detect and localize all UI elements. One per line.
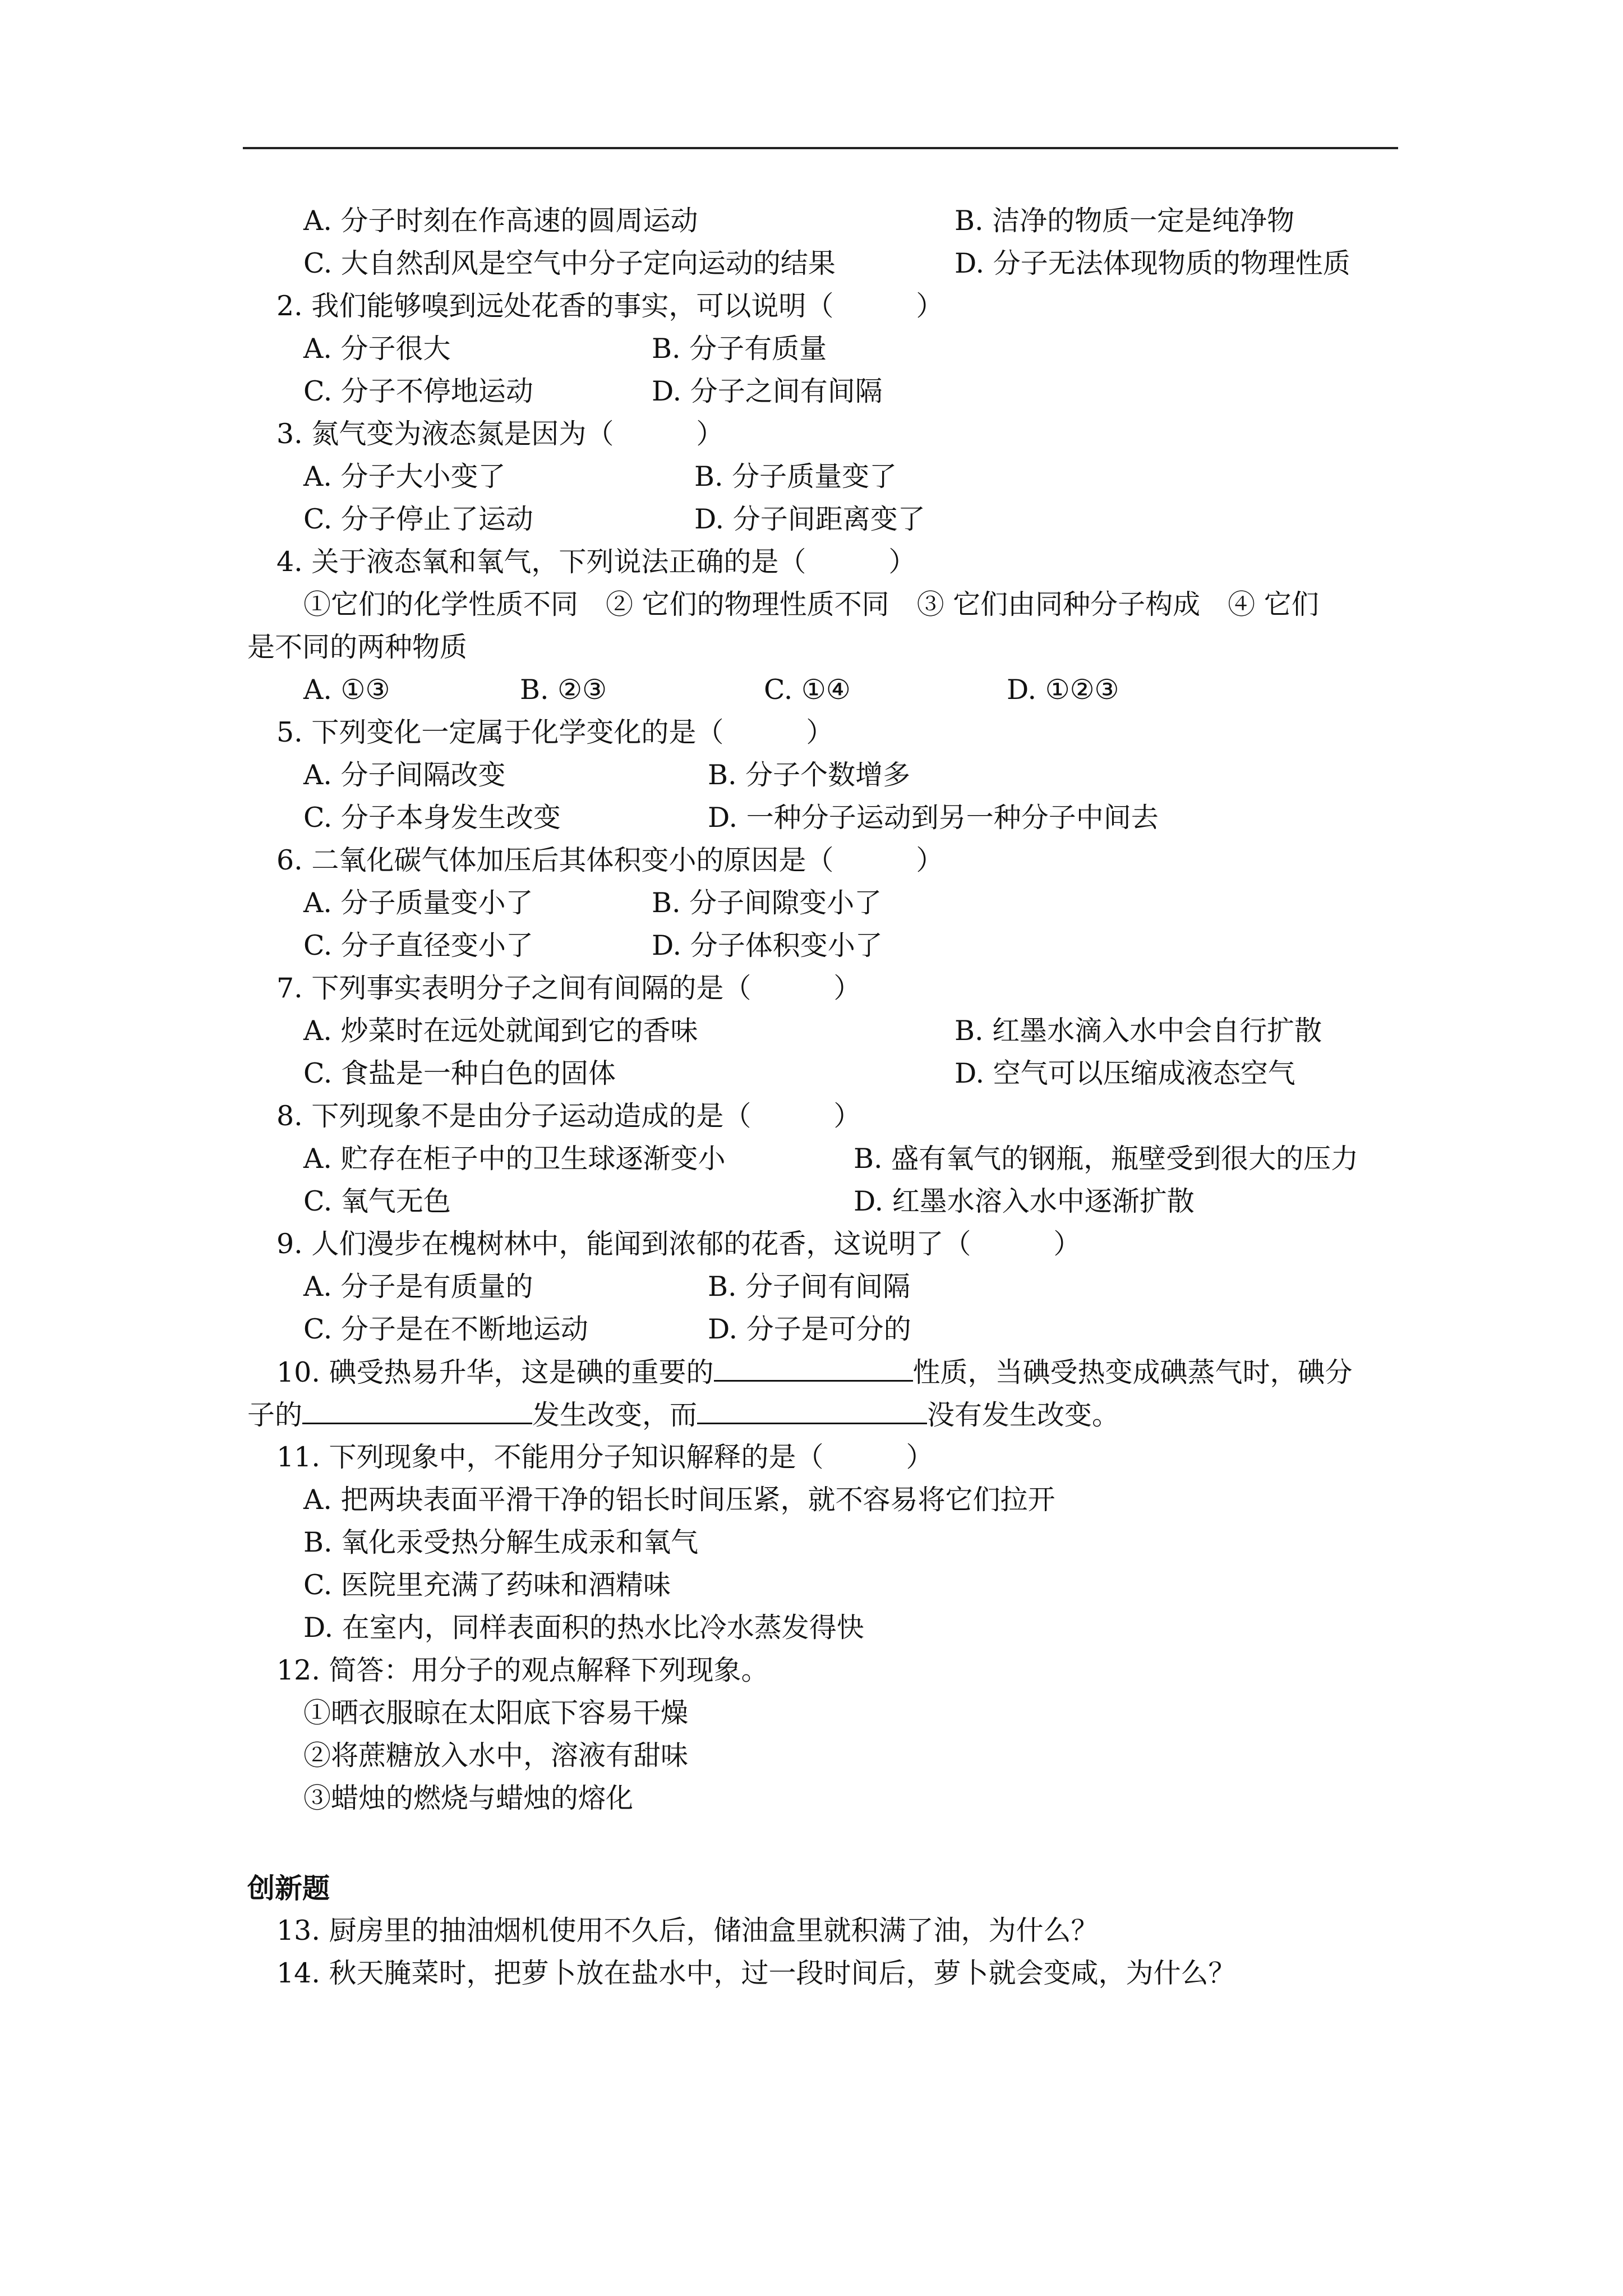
q2-option-a: A. 分子很大 — [303, 333, 451, 365]
q8-option-b: B. 盛有氧气的钢瓶，瓶壁受到很大的压力 — [854, 1143, 1359, 1175]
q10-blank-2[interactable] — [302, 1398, 532, 1424]
q6-option-a: A. 分子质量变小了 — [303, 887, 533, 919]
q1-option-d: D. 分子无法体现物质的物理性质 — [955, 247, 1350, 279]
q11-option-b: B. 氧化汞受热分解生成汞和氧气 — [303, 1526, 699, 1558]
q12-stem: 12. 简答：用分子的观点解释下列现象。 — [276, 1654, 769, 1686]
q8-stem: 8. 下列现象不是由分子运动造成的是（ ） — [276, 1100, 861, 1132]
q7-option-d: D. 空气可以压缩成液态空气 — [955, 1057, 1295, 1089]
q3-option-a: A. 分子大小变了 — [303, 461, 506, 493]
header-rule — [243, 147, 1398, 149]
q10-text-1: 10. 碘受热易升华，这是碘的重要的 — [276, 1356, 714, 1388]
q5-option-a: A. 分子间隔改变 — [303, 759, 506, 791]
q3-option-c: C. 分子停止了运动 — [303, 503, 533, 535]
q14-stem: 14. 秋天腌菜时，把萝卜放在盐水中，过一段时间后，萝卜就会变咸，为什么？ — [276, 1957, 1236, 1989]
q11-option-c: C. 医院里充满了药味和酒精味 — [303, 1569, 671, 1601]
q9-option-a: A. 分子是有质量的 — [303, 1271, 533, 1303]
q4-option-b: B. ②③ — [520, 674, 607, 706]
q9-option-b: B. 分子间有间隔 — [708, 1271, 911, 1303]
q4-stem: 4. 关于液态氧和氧气，下列说法正确的是（ ） — [276, 546, 916, 578]
q10-text-4: 发生改变，而 — [532, 1399, 698, 1431]
q8-option-c: C. 氧气无色 — [303, 1185, 451, 1217]
q10-text-5: 没有发生改变。 — [927, 1399, 1120, 1431]
q11-option-a: A. 把两块表面平滑干净的铝长时间压紧，就不容易将它们拉开 — [303, 1484, 1055, 1516]
q10-blank-3[interactable] — [697, 1398, 927, 1424]
q9-option-d: D. 分子是可分的 — [708, 1313, 911, 1345]
q5-option-c: C. 分子本身发生改变 — [303, 802, 561, 834]
q11-option-d: D. 在室内，同样表面积的热水比冷水蒸发得快 — [303, 1612, 864, 1644]
q8-option-a: A. 贮存在柜子中的卫生球逐渐变小 — [303, 1143, 726, 1175]
q7-option-b: B. 红墨水滴入水中会自行扩散 — [955, 1015, 1322, 1047]
q7-option-a: A. 炒菜时在远处就闻到它的香味 — [303, 1015, 698, 1047]
q2-option-d: D. 分子之间有间隔 — [652, 375, 883, 407]
q4-option-d: D. ①②③ — [1007, 674, 1119, 706]
q4-option-a: A. ①③ — [303, 674, 390, 706]
q1-option-b: B. 洁净的物质一定是纯净物 — [955, 205, 1295, 237]
q9-option-c: C. 分子是在不断地运动 — [303, 1313, 588, 1345]
q10-line2 — [247, 1398, 1119, 1432]
q2-option-b: B. 分子有质量 — [652, 333, 827, 365]
q11-stem: 11. 下列现象中，不能用分子知识解释的是（ ） — [276, 1441, 934, 1473]
q7-option-c: C. 食盐是一种白色的固体 — [303, 1057, 616, 1089]
q5-option-b: B. 分子个数增多 — [708, 759, 911, 791]
q4-statements-line1: ①它们的化学性质不同 ② 它们的物理性质不同 ③ 它们由同种分子构成 ④ 它们 — [303, 588, 1319, 620]
q9-stem: 9. 人们漫步在槐树林中，能闻到浓郁的花香，这说明了（ ） — [276, 1228, 1081, 1260]
q6-stem: 6. 二氧化碳气体加压后其体积变小的原因是（ ） — [276, 844, 944, 876]
q12-item-2: ②将蔗糖放入水中，溶液有甜味 — [303, 1740, 689, 1772]
q3-option-d: D. 分子间距离变了 — [694, 503, 925, 535]
section-title: 创新题 — [247, 1872, 330, 1904]
q10-line1 — [276, 1355, 1353, 1389]
q10-blank-1[interactable] — [714, 1355, 913, 1382]
q10-text-3: 子的 — [247, 1399, 303, 1431]
q10-text-2: 性质，当碘受热变成碘蒸气时，碘分 — [912, 1356, 1353, 1388]
q12-item-3: ③蜡烛的燃烧与蜡烛的熔化 — [303, 1782, 634, 1814]
q12-item-1: ①晒衣服晾在太阳底下容易干燥 — [303, 1697, 689, 1729]
q6-option-d: D. 分子体积变小了 — [652, 930, 883, 961]
q8-option-d: D. 红墨水溶入水中逐渐扩散 — [854, 1185, 1195, 1217]
q6-option-b: B. 分子间隙变小了 — [652, 887, 882, 919]
q1-option-a: A. 分子时刻在作高速的圆周运动 — [303, 205, 698, 237]
q2-stem: 2. 我们能够嗅到远处花香的事实，可以说明（ ） — [276, 290, 944, 322]
q1-option-c: C. 大自然刮风是空气中分子定向运动的结果 — [303, 247, 836, 279]
q3-option-b: B. 分子质量变了 — [694, 461, 897, 493]
q13-stem: 13. 厨房里的抽油烟机使用不久后，储油盒里就积满了油，为什么？ — [276, 1915, 1099, 1947]
q5-option-d: D. 一种分子运动到另一种分子中间去 — [708, 802, 1159, 834]
q2-option-c: C. 分子不停地运动 — [303, 375, 533, 407]
q6-option-c: C. 分子直径变小了 — [303, 930, 533, 961]
q4-option-c: C. ①④ — [764, 674, 851, 706]
q7-stem: 7. 下列事实表明分子之间有间隔的是（ ） — [276, 972, 861, 1004]
q3-stem: 3. 氮气变为液态氮是因为（ ） — [276, 418, 724, 450]
q5-stem: 5. 下列变化一定属于化学变化的是（ ） — [276, 716, 834, 748]
q4-statements-line2: 是不同的两种物质 — [247, 631, 468, 663]
